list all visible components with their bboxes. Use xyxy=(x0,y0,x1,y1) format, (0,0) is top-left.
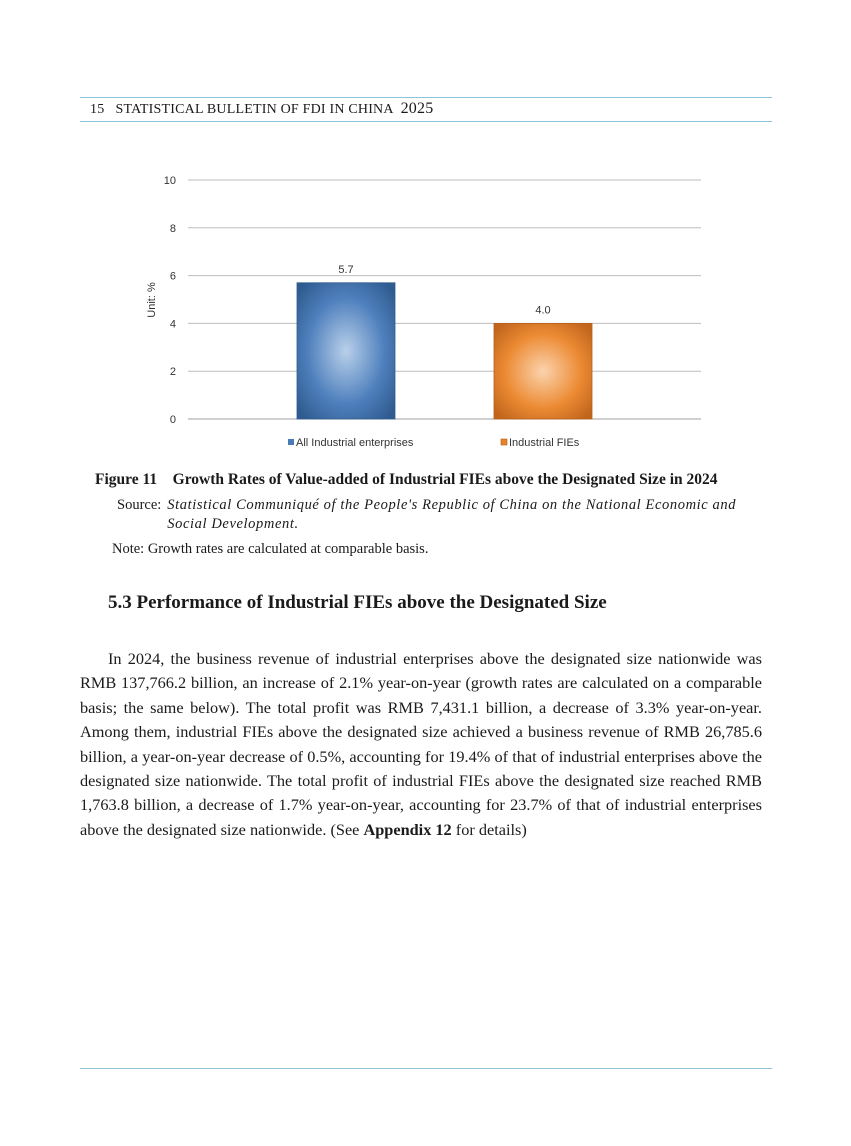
y-tick-label: 0 xyxy=(169,414,176,426)
section-heading: 5.3 Performance of Industrial FIEs above the Designated Size xyxy=(108,592,607,613)
legend-label-all-industrial: All Industrial enterprises xyxy=(296,437,414,449)
figure-title: Growth Rates of Value-added of Industrial FIEs above the Designated Size in 2024 xyxy=(172,471,718,488)
bar-1 xyxy=(494,323,592,419)
figure-label: Figure 11 xyxy=(95,471,158,488)
page-number: 15 xyxy=(90,102,105,117)
appendix-reference: Appendix 12 xyxy=(363,819,452,839)
source-text: Statistical Communiqué of the People's Republic of China on the National Economic and Social Development. xyxy=(167,497,737,532)
figure-source xyxy=(117,496,757,534)
legend xyxy=(288,437,580,449)
legend-swatch-all-industrial xyxy=(288,439,294,445)
publication-title: STATISTICAL BULLETIN OF FDI IN CHINA xyxy=(115,102,393,117)
y-tick-label: 6 xyxy=(169,270,176,283)
figure-caption xyxy=(95,471,718,489)
bar-chart xyxy=(0,0,851,460)
paragraph-end: for details) xyxy=(451,819,527,839)
y-tick-label: 8 xyxy=(169,222,176,235)
y-tick-label: 4 xyxy=(169,318,176,331)
source-label: Source: xyxy=(117,497,162,513)
section-paragraph xyxy=(80,647,762,842)
bar-0 xyxy=(297,283,395,419)
y-axis-label: Unit: % xyxy=(146,282,158,318)
data-label: 5.7 xyxy=(338,263,354,276)
legend-label-industrial-fies: Industrial FIEs xyxy=(509,437,580,449)
paragraph-text: In 2024, the business revenue of industrial enterprises above the designated size nationwide was RMB 137,766.2 billion, an increase of 2.1% year-on-year (growth rates are calculated on a comparable basis; the same below). The total profit was RMB 7,431.1 billion, a decrease of 3.3% year-on-year. Among them, industrial FIEs above the designated size achieved a business revenue of RMB 26,785.6 billion, a year-on-year decrease of 0.5%, accounting for 19.4% of that of industrial enterprises above the designated size nationwide. The total profit of industrial FIEs above the designated size reached RMB 1,763.8 billion, a decrease of 1.7% year-on-year, accounting for 23.7% of that of industrial enterprises above the designated size nationwide. (See xyxy=(80,649,762,839)
y-tick-label: 10 xyxy=(163,175,176,187)
footer-rule xyxy=(80,1068,772,1069)
y-tick-label: 2 xyxy=(169,366,176,379)
figure-note: Note: Growth rates are calculated at comparable basis. xyxy=(112,541,429,557)
publication-year: 2025 xyxy=(400,100,434,117)
data-label: 4.0 xyxy=(535,304,551,317)
legend-swatch-industrial-fies xyxy=(501,439,507,445)
